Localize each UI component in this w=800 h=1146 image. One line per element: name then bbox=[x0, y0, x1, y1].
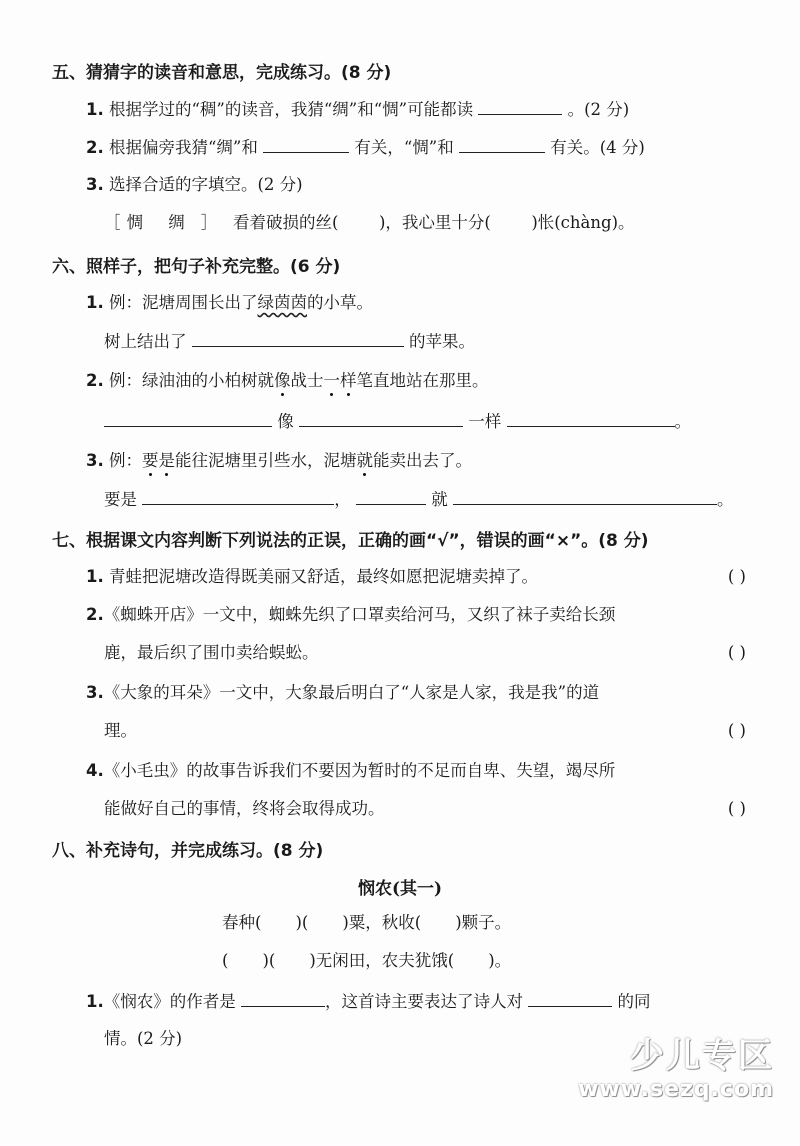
poem-l1-a: 春种( bbox=[222, 913, 262, 932]
s5-q3-text-b: )，我心里十分( bbox=[378, 213, 491, 232]
s5-q1-text: 根据学过的“稠”的读音，我猜“绸”和“惆”可能都读 bbox=[109, 100, 474, 119]
s6-q2-answer-line bbox=[104, 410, 691, 433]
s6-q2-line-a: 像 bbox=[277, 412, 294, 431]
s5-q3-choices: 惆 绸 bbox=[126, 213, 195, 232]
s5-q3-exercise bbox=[104, 212, 635, 234]
s6-q2-blank-2[interactable] bbox=[299, 410, 463, 427]
s6-q1-num: 1. bbox=[86, 293, 104, 312]
poem-l2-b: )( bbox=[262, 951, 276, 970]
s5-q3-num: 3. bbox=[86, 175, 104, 194]
s6-q1-blank[interactable] bbox=[192, 330, 404, 347]
s5-q3-bracket-left: ［ bbox=[104, 213, 121, 232]
s7-q4-cont bbox=[104, 798, 746, 820]
s6-q3-num: 3. bbox=[86, 451, 104, 470]
s6-q1-answer-line bbox=[104, 330, 475, 353]
s5-q2-blank-1[interactable] bbox=[263, 136, 349, 153]
s6-q3-blank-2[interactable] bbox=[356, 488, 426, 505]
s7-q1-answer-paren[interactable]: ( ) bbox=[727, 567, 746, 586]
s6-q3-line-a: 要是 bbox=[104, 490, 137, 509]
section-5-title: 五、猜猜字的读音和意思，完成练习。(8 分) bbox=[52, 63, 392, 83]
s7-q2-answer-paren[interactable]: ( ) bbox=[727, 643, 746, 662]
poem-l2-d: )。 bbox=[488, 951, 512, 970]
poem-line-1 bbox=[222, 912, 511, 934]
poem-l1-b: )( bbox=[295, 913, 309, 932]
s7-q3 bbox=[86, 682, 599, 704]
s6-q3-blank-3[interactable] bbox=[453, 488, 717, 505]
s5-q1-num: 1. bbox=[86, 100, 104, 119]
watermark-cn: 少儿专区 bbox=[630, 1036, 774, 1076]
section-6-title: 六、照样子，把句子补充完整。(6 分) bbox=[52, 257, 341, 277]
s7-q4 bbox=[86, 760, 615, 782]
s6-q1 bbox=[86, 292, 373, 314]
poem-title: 悯农(其一) bbox=[357, 879, 443, 899]
s8-q1 bbox=[86, 990, 651, 1013]
s6-q3-line-c: 就 bbox=[431, 490, 448, 509]
s6-q2 bbox=[86, 370, 489, 392]
s6-q2-text-c: 笔直地站在那里。 bbox=[356, 371, 489, 390]
s5-q3-text-a: 看着破损的丝( bbox=[233, 213, 339, 232]
s5-q2 bbox=[86, 136, 645, 159]
s5-q1 bbox=[86, 98, 629, 121]
s5-q2-text-b: 有关，“惆”和 bbox=[354, 138, 454, 157]
s7-q2-text-2: 鹿，最后织了围巾卖给蜈蚣。 bbox=[104, 643, 319, 662]
s6-q1-line-a: 树上结出了 bbox=[104, 332, 187, 351]
watermark-url: www.sezq.com bbox=[578, 1077, 774, 1102]
s6-q1-wavy-word: 绿茵茵 bbox=[257, 293, 307, 312]
s6-q2-line-b: 一样 bbox=[468, 412, 502, 431]
s7-q1-text: 青蛙把泥塘改造得既美丽又舒适，最终如愿把泥塘卖掉了。 bbox=[109, 567, 538, 586]
s6-q2-text-a: 例：绿油油的小柏树就 bbox=[109, 371, 274, 390]
s6-q3-line-b: ， bbox=[334, 490, 351, 509]
s6-q3-text-a: 例： bbox=[109, 451, 142, 470]
s5-q3 bbox=[86, 174, 303, 196]
s7-q2 bbox=[86, 604, 615, 626]
s6-q2-dot-word-1: 像 bbox=[274, 371, 291, 390]
s5-q1-tail: 。(2 分) bbox=[567, 100, 630, 119]
s5-q2-text-a: 根据偏旁我猜“绸”和 bbox=[109, 138, 258, 157]
s6-q3-text-b: 能往泥塘里引些水，泥塘 bbox=[175, 451, 357, 470]
s6-q3-text-c: 能卖出去了。 bbox=[373, 451, 472, 470]
s6-q2-num: 2. bbox=[86, 371, 104, 390]
s5-q3-bracket-right: ］ bbox=[200, 213, 218, 232]
s5-q1-blank[interactable] bbox=[478, 98, 562, 115]
s7-q3-cont bbox=[104, 720, 746, 742]
s5-q3-text: 选择合适的字填空。(2 分) bbox=[109, 175, 303, 194]
s7-q3-num: 3. bbox=[86, 683, 104, 702]
s6-q3-answer-line bbox=[104, 488, 734, 511]
s7-q3-text-1: 《大象的耳朵》一文中，大象最后明白了“人家是人家，我是我”的道 bbox=[103, 683, 600, 702]
s8-q1-text-a: 《悯农》的作者是 bbox=[103, 992, 236, 1011]
s6-q3 bbox=[86, 450, 472, 472]
s7-q4-text-2: 能做好自己的事情，终将会取得成功。 bbox=[104, 799, 385, 818]
s7-q2-cont bbox=[104, 642, 746, 664]
s7-q3-text-2: 理。 bbox=[104, 721, 137, 740]
poem-l2-c: )无闲田，农夫犹饿( bbox=[309, 951, 455, 970]
s7-q2-num: 2. bbox=[86, 605, 104, 624]
s8-q1-blank-1[interactable] bbox=[241, 990, 325, 1007]
s8-q1-cont bbox=[104, 1028, 182, 1050]
s7-q2-text-1: 《蜘蛛开店》一文中，蜘蛛先织了口罩卖给河马，又织了袜子卖给长颈 bbox=[103, 605, 616, 624]
s8-q1-blank-2[interactable] bbox=[528, 990, 612, 1007]
s6-q1-line-b: 的苹果。 bbox=[409, 332, 475, 351]
poem-line-2 bbox=[222, 950, 511, 972]
s8-q1-text-c: 的同 bbox=[617, 992, 651, 1011]
section-8-title: 八、补充诗句，并完成练习。(8 分) bbox=[52, 841, 324, 861]
s6-q3-dot-word-2: 是 bbox=[158, 451, 175, 470]
watermark-logo bbox=[578, 1028, 774, 1102]
s5-q2-num: 2. bbox=[86, 138, 104, 157]
s7-q1-num: 1. bbox=[86, 567, 104, 586]
poem-l2-a: ( bbox=[222, 951, 229, 970]
s5-q2-text-c: 有关。(4 分) bbox=[550, 138, 645, 157]
s6-q1-text-b: 的小草。 bbox=[307, 293, 373, 312]
s6-q3-dot-word-3: 就 bbox=[356, 451, 373, 470]
poem-l1-d: )颗子。 bbox=[455, 913, 512, 932]
s6-q3-blank-1[interactable] bbox=[142, 488, 334, 505]
s6-q2-dot-word-3: 样 bbox=[340, 371, 357, 390]
s6-q3-line-end: 。 bbox=[717, 490, 734, 509]
s6-q2-text-b: 战士 bbox=[290, 371, 324, 390]
s7-q1 bbox=[86, 566, 746, 588]
poem-l1-c: )粟，秋收( bbox=[342, 913, 422, 932]
s6-q3-dot-word-1: 要 bbox=[142, 451, 159, 470]
s7-q3-answer-paren[interactable]: ( ) bbox=[727, 721, 746, 740]
s5-q2-blank-2[interactable] bbox=[459, 136, 545, 153]
s6-q2-dot-word-2: 一 bbox=[323, 371, 340, 390]
s7-q4-text-1: 《小毛虫》的故事告诉我们不要因为暂时的不足而自卑、失望，竭尽所 bbox=[103, 761, 616, 780]
s8-q1-text-b: ，这首诗主要表达了诗人对 bbox=[325, 992, 523, 1011]
s6-q2-blank-1[interactable] bbox=[104, 410, 272, 427]
s6-q2-line-end: 。 bbox=[674, 412, 691, 431]
s7-q4-answer-paren[interactable]: ( ) bbox=[727, 799, 746, 818]
s7-q4-num: 4. bbox=[86, 761, 104, 780]
s8-q1-text-d: 情。(2 分) bbox=[104, 1029, 183, 1048]
s6-q1-text-a: 例：泥塘周围长出了 bbox=[109, 293, 258, 312]
section-7-title: 七、根据课文内容判断下列说法的正误，正确的画“√”，错误的画“×”。(8 分) bbox=[52, 531, 649, 551]
s5-q3-text-c: )怅(chàng)。 bbox=[531, 213, 635, 232]
s8-q1-num: 1. bbox=[86, 992, 104, 1011]
s6-q2-blank-3[interactable] bbox=[507, 410, 675, 427]
